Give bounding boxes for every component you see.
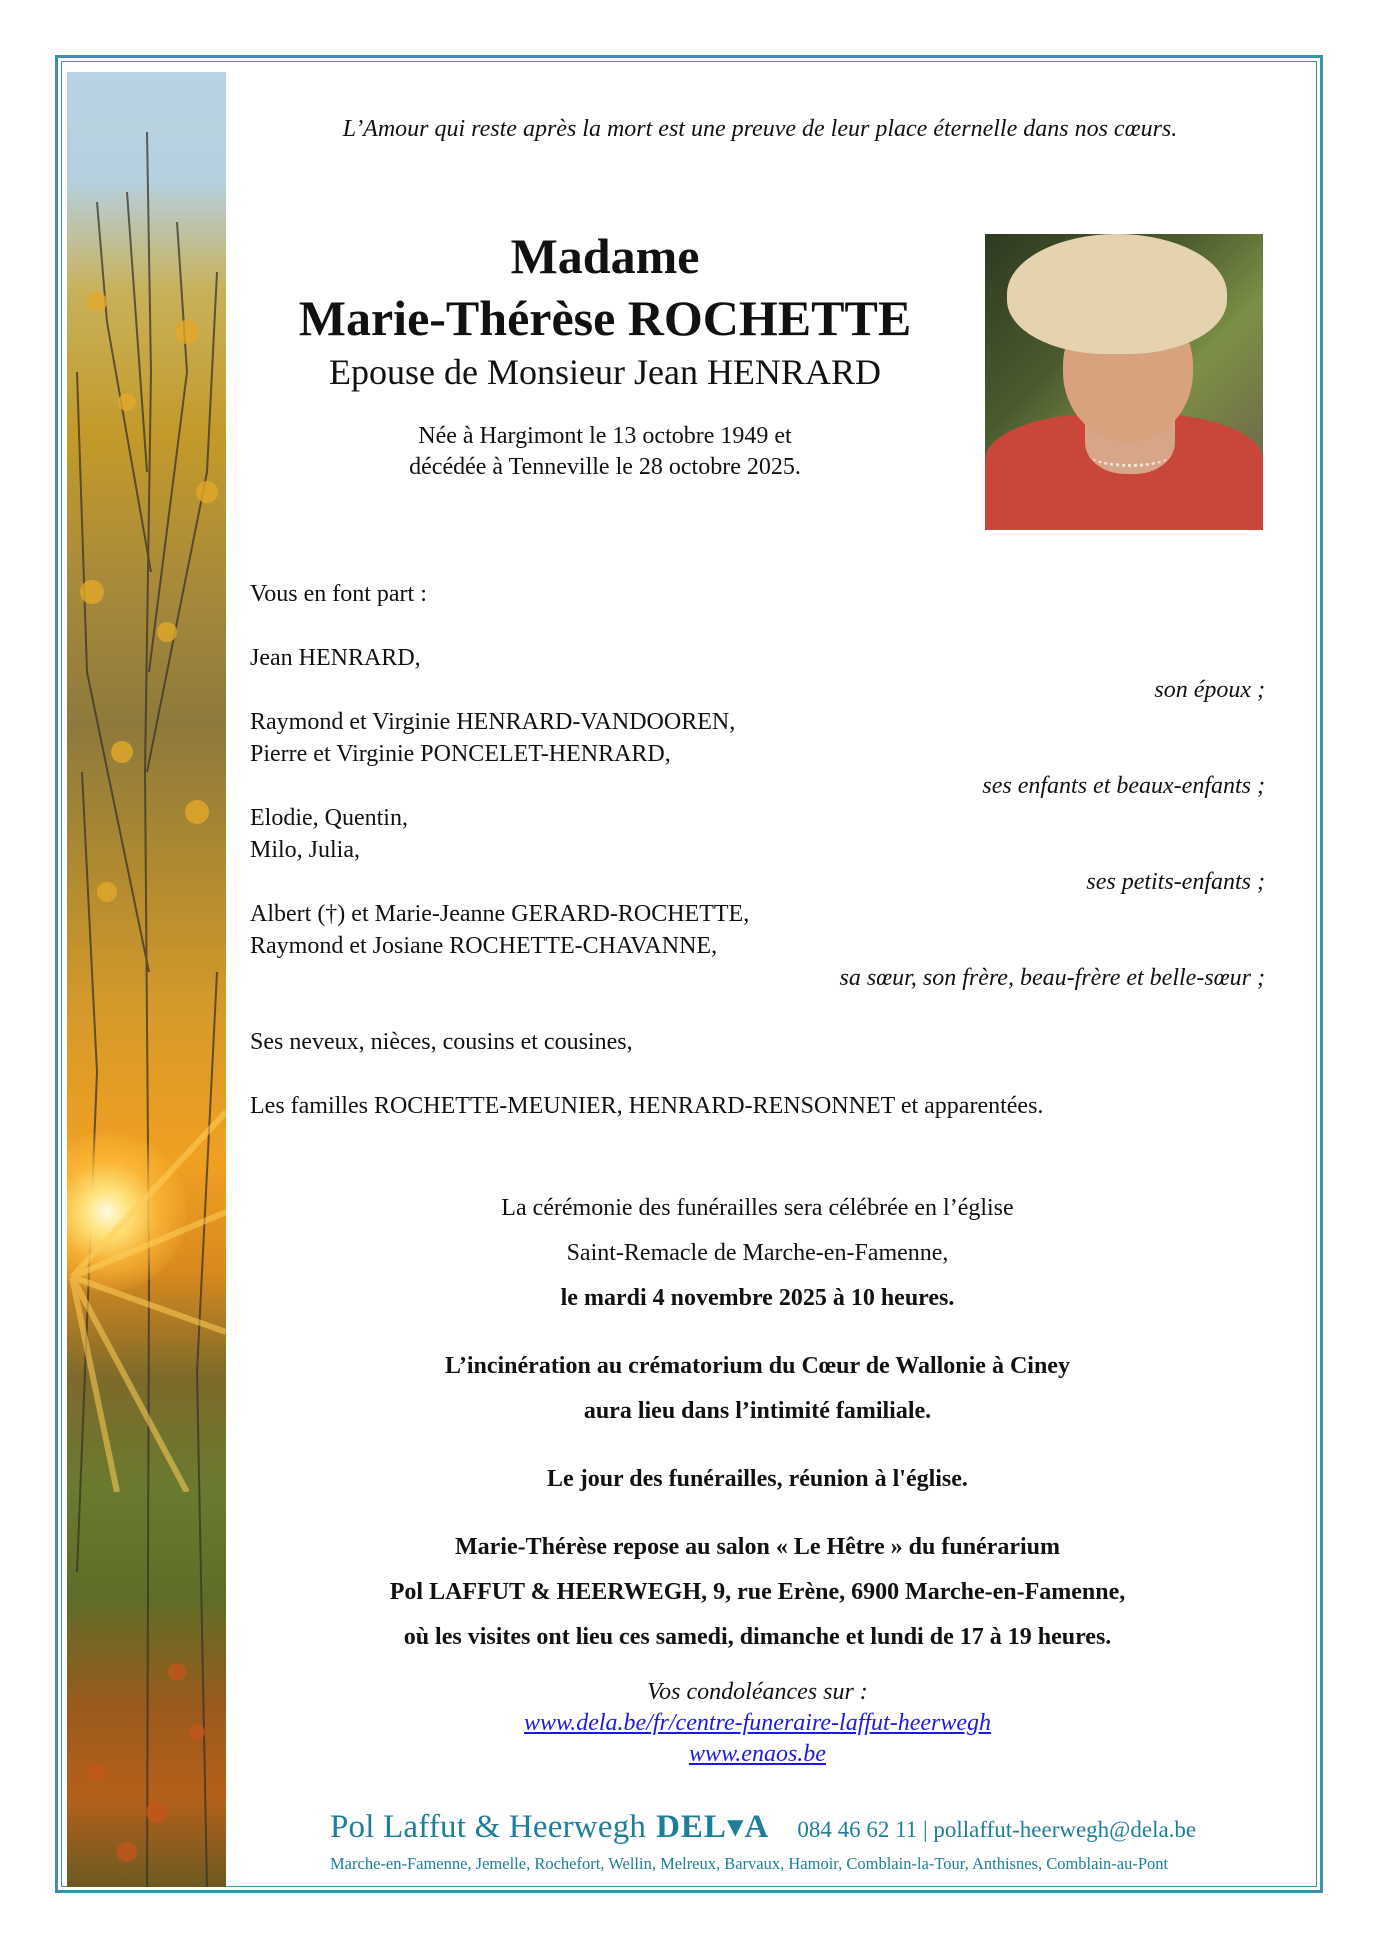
family-name: Elodie, Quentin, (250, 805, 408, 831)
footer-towns: Marche-en-Famenne, Jemelle, Rochefort, Wellin, Melreux, Barvaux, Hamoir, Comblain-la-Tour, Anthisnes, Comblain-au-Pont (330, 1854, 1169, 1873)
spacer (250, 1434, 1265, 1457)
family-name: Milo, Julia, (250, 837, 361, 863)
autumn-forest-image (67, 72, 226, 1887)
deceased-name: Marie-Thérèse ROCHETTE (298, 290, 912, 346)
honorific: Madame (510, 228, 700, 284)
family-name: Raymond et Virginie HENRARD-VANDOOREN, (250, 709, 736, 735)
family-name: Albert (†) et Marie-Jeanne GERARD-ROCHETTE, (250, 901, 750, 927)
rest-line-2: Pol LAFFUT & HEERWEGH, 9, rue Erène, 6900 Marche-en-Famenne, (389, 1579, 1126, 1605)
funeral-home-name: Pol Laffut & Heerwegh (330, 1809, 647, 1845)
meeting-line: Le jour des funérailles, réunion à l'église. (547, 1466, 968, 1492)
nephews-line: Ses neveux, nièces, cousins et cousines, (250, 1029, 633, 1055)
birth-line: Née à Hargimont le 13 octobre 1949 et (418, 423, 792, 449)
death-line: décédée à Tenneville le 28 octobre 2025. (409, 454, 801, 480)
family-relation: ses enfants et beaux-enfants ; (982, 773, 1265, 799)
spacer (250, 610, 1265, 642)
spacer (250, 1502, 1265, 1525)
spouse-line: Epouse de Monsieur Jean HENRARD (329, 352, 881, 392)
family-announcement (250, 578, 1265, 1122)
condolences (250, 1677, 1265, 1770)
life-dates (240, 421, 970, 483)
family-name: Raymond et Josiane ROCHETTE-CHAVANNE, (250, 933, 718, 959)
ceremony-line-2: Saint-Remacle de Marche-en-Famenne, (566, 1240, 949, 1266)
spacer (250, 1058, 1265, 1090)
families-line: Les familles ROCHETTE-MEUNIER, HENRARD-RENSONNET et apparentées. (250, 1093, 1044, 1119)
tree-branches-icon (67, 72, 226, 1887)
ceremony-date: le mardi 4 novembre 2025 à 10 heures. (560, 1285, 955, 1311)
condolences-link-enaos[interactable]: www.enaos.be (689, 1741, 826, 1767)
family-intro: Vous en font part : (250, 581, 427, 607)
rest-line-1: Marie-Thérèse repose au salon « Le Hêtre » du funérarium (454, 1534, 1061, 1560)
spacer (250, 1321, 1265, 1344)
sun-rays-icon (67, 1072, 226, 1492)
family-relation: sa sœur, son frère, beau-frère et belle-sœur ; (839, 965, 1265, 991)
portrait-photo (985, 234, 1263, 530)
condolences-intro: Vos condoléances sur : (647, 1679, 868, 1705)
family-relation: ses petits-enfants ; (1086, 869, 1265, 895)
condolences-link-dela[interactable]: www.dela.be/fr/centre-funeraire-laffut-heerwegh (523, 1710, 991, 1736)
footer-contact: 084 46 62 11 | pollaffut-heerwegh@dela.be (797, 1817, 1197, 1842)
cremation-line-1: L’incinération au crématorium du Cœur de Wallonie à Ciney (445, 1353, 1070, 1379)
funeral-home-footer (330, 1806, 1250, 1874)
rest-line-3: où les visites ont lieu ces samedi, dimanche et lundi de 17 à 19 heures. (403, 1624, 1112, 1650)
memorial-quote: L’Amour qui reste après la mort est une preuve de leur place éternelle dans nos cœurs. (342, 116, 1178, 142)
portrait-hat (1007, 234, 1227, 354)
family-name: Jean HENRARD, (250, 645, 421, 671)
family-relation: son époux ; (1154, 677, 1265, 703)
footer-top-row (330, 1806, 1250, 1846)
cremation-line-2: aura lieu dans l’intimité familiale. (583, 1398, 932, 1424)
family-name: Pierre et Virginie PONCELET-HENRARD, (250, 741, 671, 767)
portrait-necklace (1089, 442, 1171, 467)
deceased-header (240, 225, 970, 483)
ceremony-details (250, 1186, 1265, 1660)
spacer (250, 994, 1265, 1026)
ceremony-line-1: La cérémonie des funérailles sera célébrée en l’église (501, 1195, 1014, 1221)
dela-logo-icon: DEL▾A (656, 1809, 770, 1845)
